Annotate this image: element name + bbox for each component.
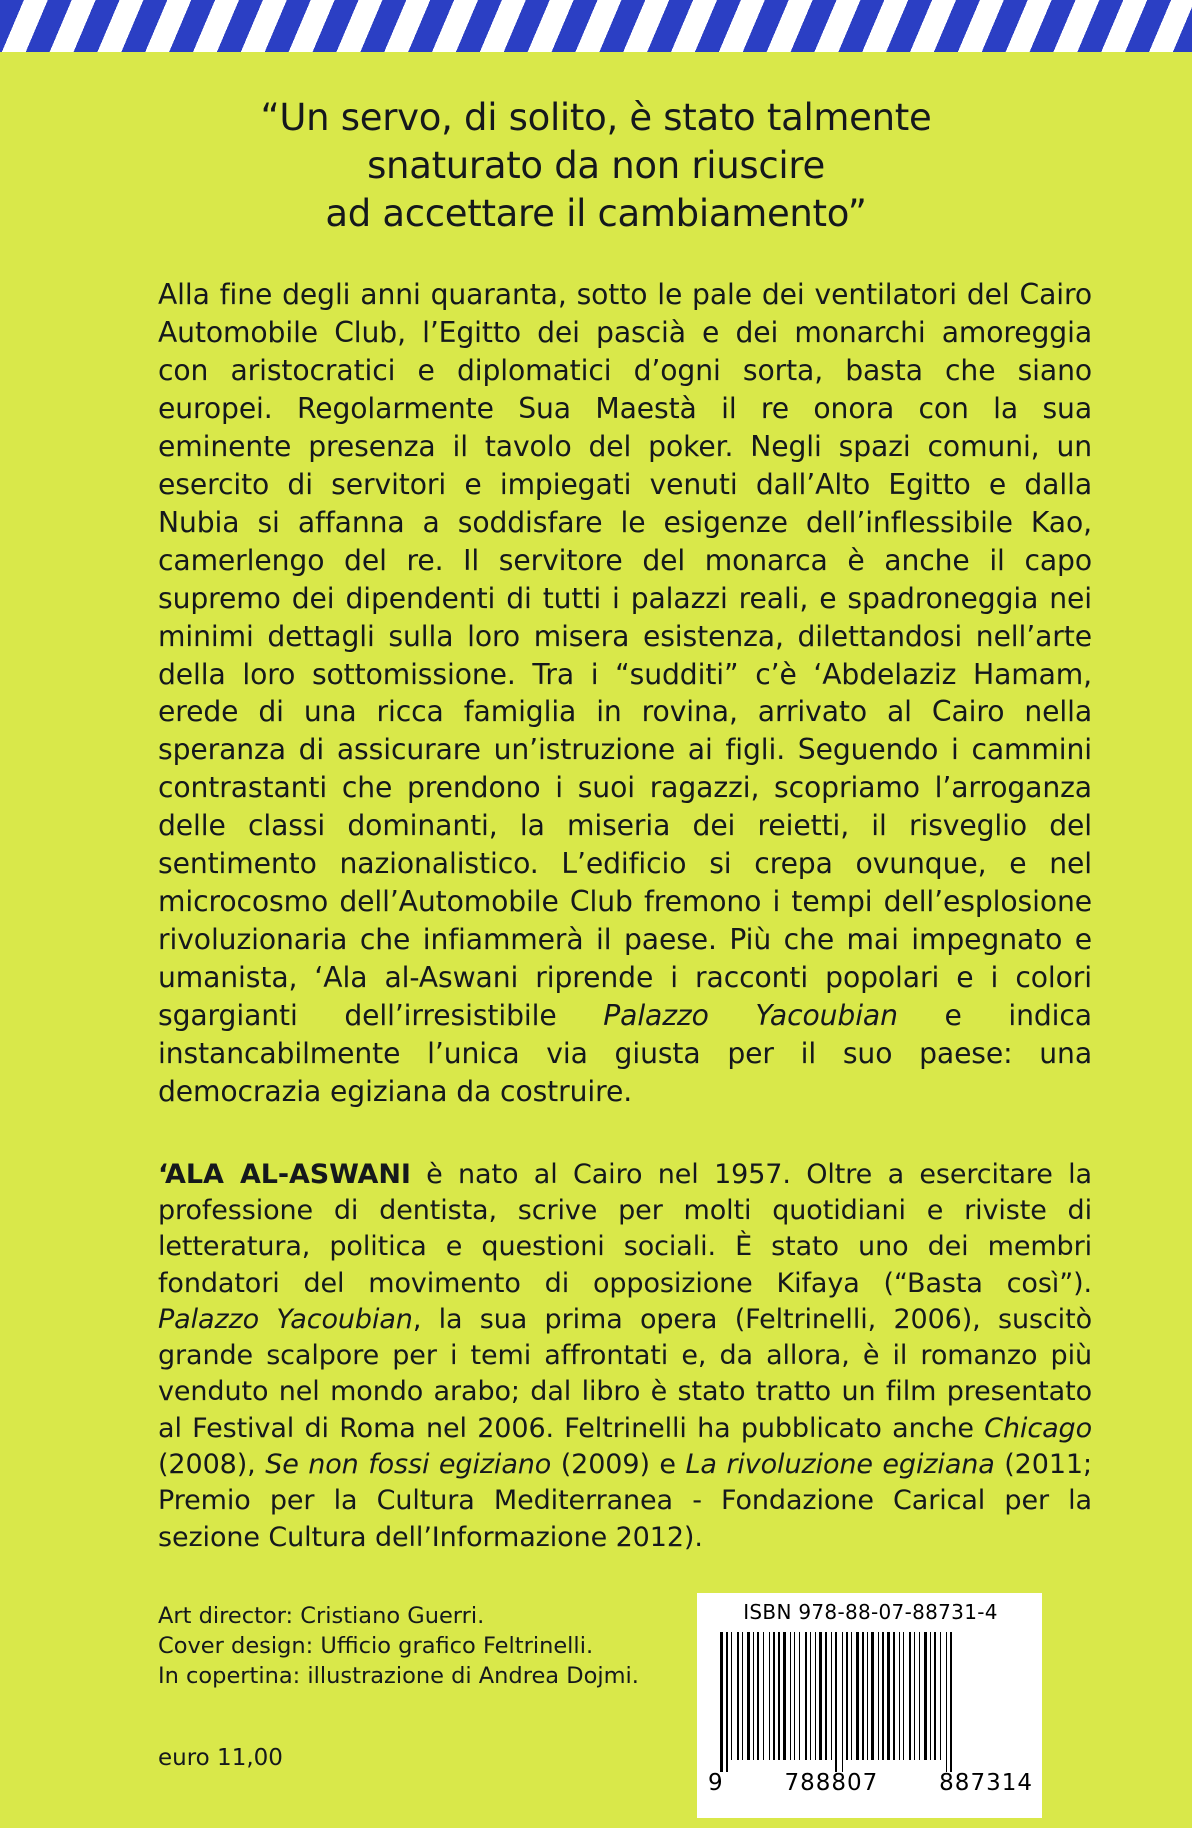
cover-content xyxy=(0,52,1192,1556)
book-blurb: Alla fine degli anni quaranta, sotto le pale dei ventilatori del Cairo Automobile Club, l’Egitto dei pascià e dei monarchi amoreggia con aristocratici e diplomatici d’ogni sorta, basta che siano europei. Regolarmente Sua Maestà il re onora con la sua eminente presenza il tavolo del poker. Negli spazi comuni, un esercito di servitori e impiegati venuti dall’Alto Egitto e dalla Nubia si affanna a soddisfare le esigenze dell’inflessibile Kao, camerlengo del re. Il servitore del monarca è anche il capo supremo dei dipendenti di tutti i palazzi reali, e spadroneggia nei minimi dettagli sulla loro misera esistenza, dilettandosi nell’arte della loro sottomissione. Tra i “sudditi” c’è ‘Abdelaziz Hamam, erede di una ricca famiglia in rovina, arrivato al Cairo nella speranza di assicurare un’istruzione ai figli. Seguendo i cammini contrastanti che prendono i suoi ragazzi, scopriamo l’arroganza delle classi dominanti, la miseria dei reietti, il risveglio del sentimento nazionalistico. L’edificio si crepa ovunque, e nel microcosmo dell’Automobile Club fremono i tempi dell’esplosione rivoluzionaria che infiammerà il paese. Più che mai impegnato e umanista, ‘Ala al-Aswani riprende i racconti popolari e i colori sgargianti dell’irresistibile Palazzo Yacoubian e indica instancabilmente l’unica via giusta per il suo paese: una democrazia egiziana da costruire. xyxy=(158,278,1092,1108)
pull-quote-line-1: “Un servo, di solito, è stato talmente xyxy=(260,96,932,139)
isbn-label: ISBN 978-88-07-88731-4 xyxy=(743,1600,998,1624)
barcode-block xyxy=(697,1593,1042,1818)
credits xyxy=(158,1602,639,1692)
barcode-digit-group-1: 788807 xyxy=(784,1770,879,1796)
pull-quote-line-3: ad accettare il cambiamento” xyxy=(325,192,867,236)
barcode-bars xyxy=(720,1632,1022,1772)
author-bio: ‘ALA AL-ASWANI è nato al Cairo nel 1957. Oltre a esercitare la professione di dentista, scrive per molti quotidiani e riviste di letteratura, politica e questioni sociali. È stato uno dei membri fondatori del movimento di opposizione Kifaya (“Basta così”). Palazzo Yacoubian, la sua prima opera (Feltrinelli, 2006), suscitò grande scalpore per i temi affrontati e, da allora, è il romanzo più venduto nel mondo arabo; dal libro è stato tratto un film presentato al Festival di Roma nel 2006. Feltrinelli ha pubblicato anche Chicago (2008), Se non fossi egiziano (2009) e La rivoluzione egiziana (2011; Premio per la Cultura Mediterranea - Fondazione Carical per la sezione Cultura dell’Informazione 2012). xyxy=(158,1158,1092,1553)
pull-quote-line-2: snaturato da non riuscire xyxy=(367,144,825,188)
airmail-stripe-band xyxy=(0,0,1192,52)
credits-illustration: In copertina: illustrazione di Andrea Dojmi. xyxy=(158,1662,639,1689)
pull-quote xyxy=(0,94,1192,238)
barcode-digit-left: 9 xyxy=(708,1770,724,1796)
price-label: euro 11,00 xyxy=(158,1745,283,1771)
credits-art-director: Art director: Cristiano Guerri. xyxy=(158,1603,485,1629)
barcode-digits xyxy=(708,1770,1033,1796)
credits-cover-design: Cover design: Ufficio grafico Feltrinelli. xyxy=(158,1632,594,1659)
barcode-digit-group-2: 887314 xyxy=(939,1770,1033,1796)
